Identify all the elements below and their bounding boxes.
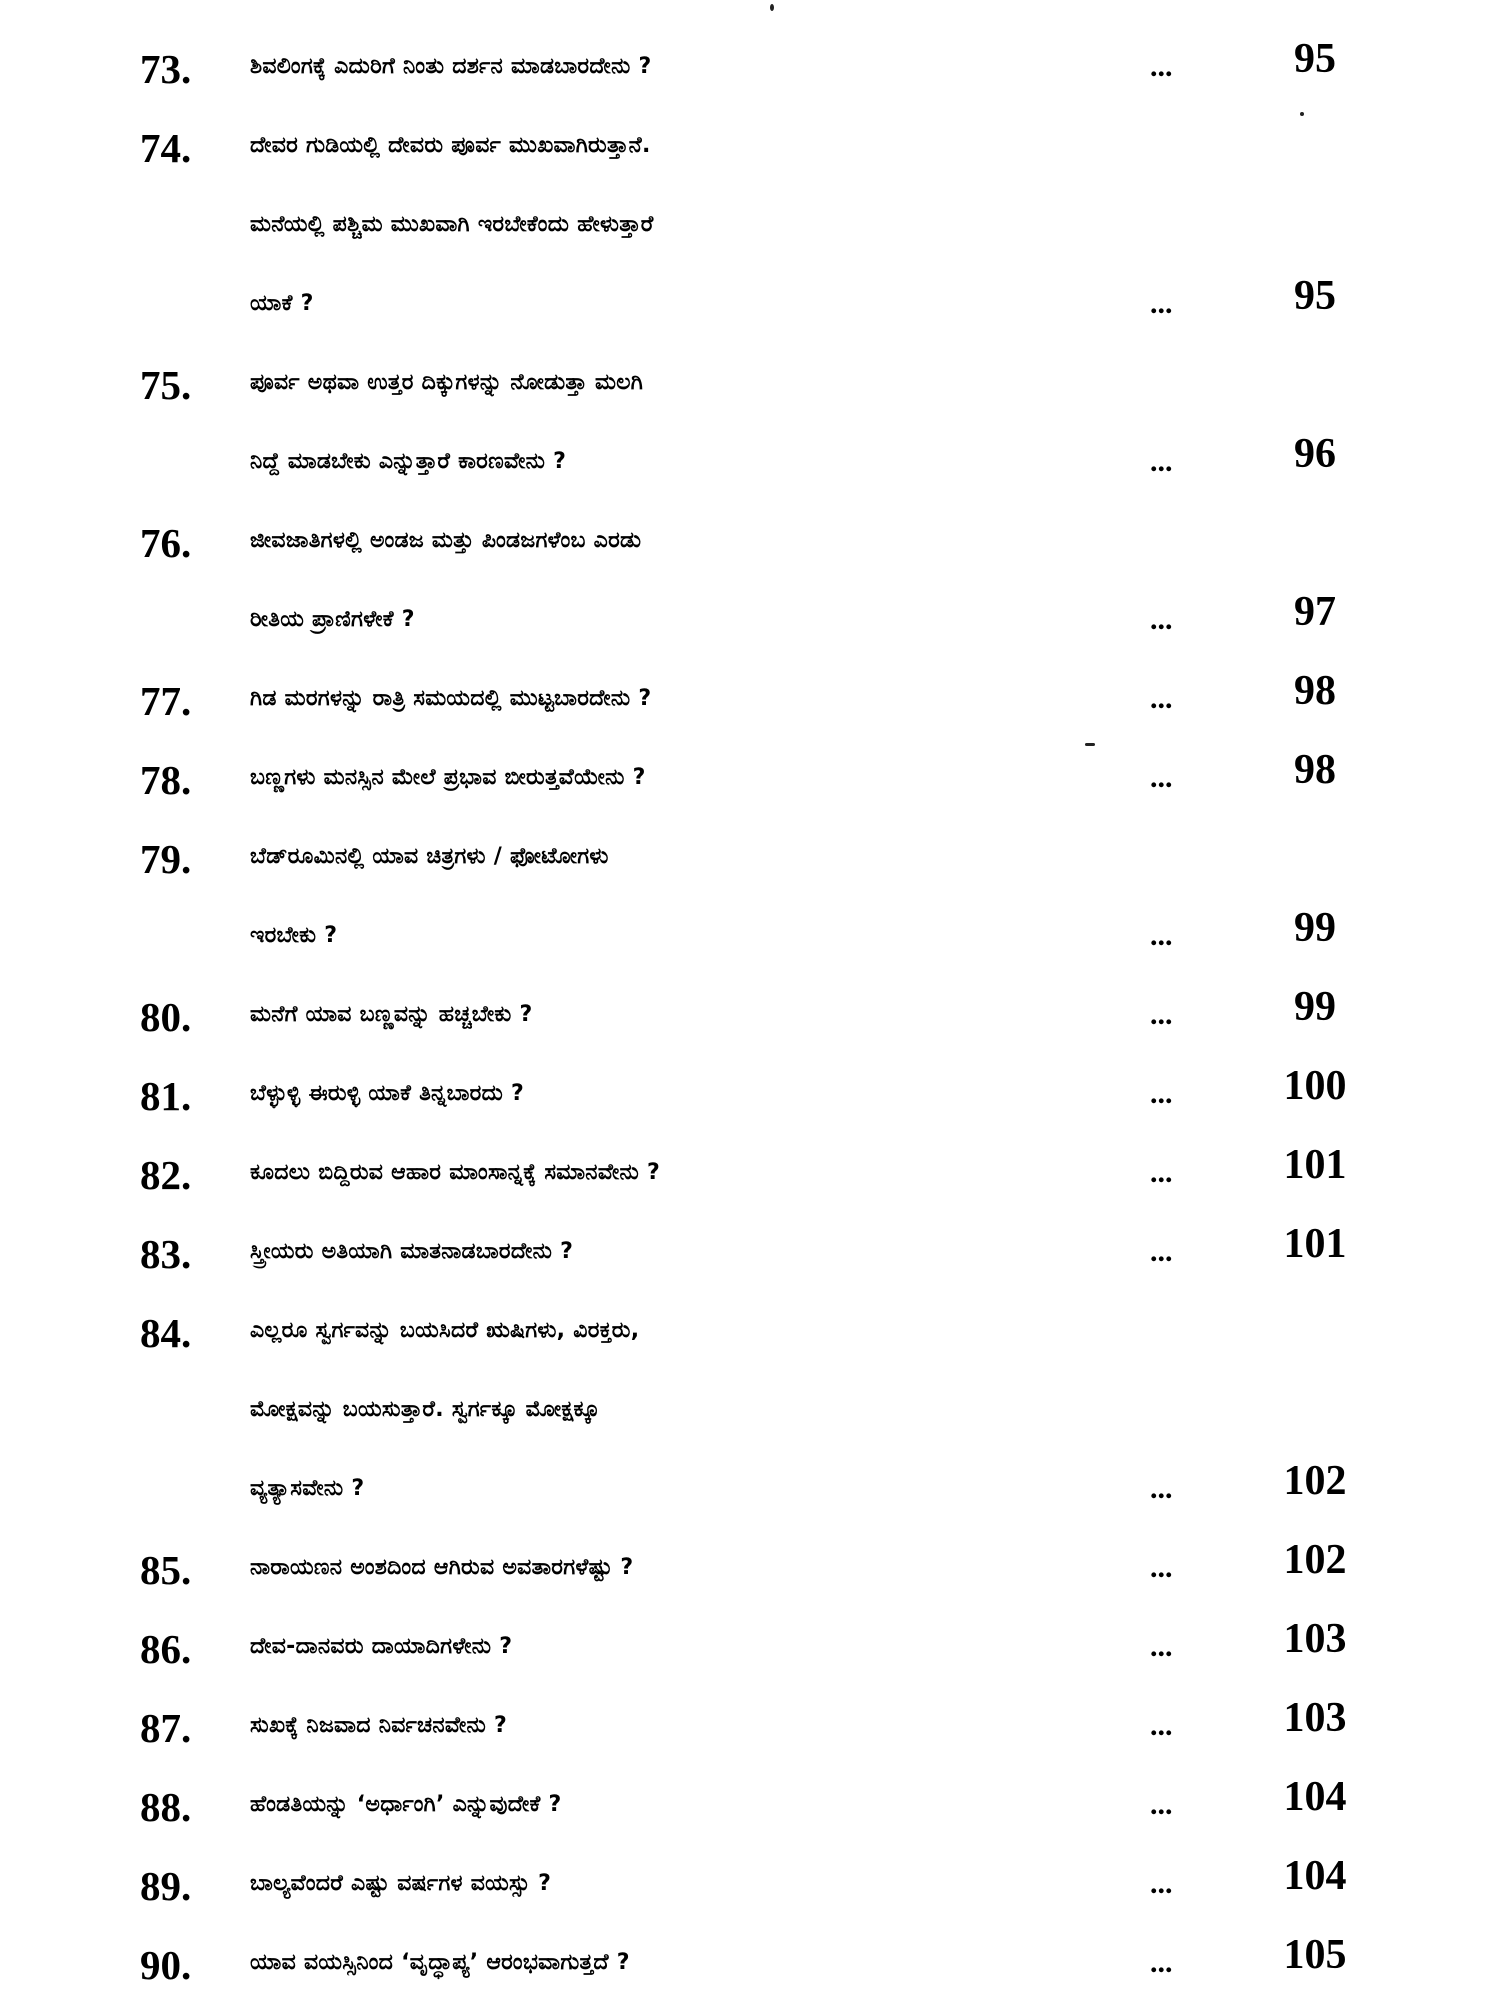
entry-number: 90. <box>140 1942 192 1988</box>
entry-question-text: ಯಾಕೆ ? <box>250 291 314 316</box>
entry-page-number: 96 <box>1294 431 1336 477</box>
entry-question-text: ಕೂದಲು ಬಿದ್ದಿರುವ ಆಹಾರ ಮಾಂಸಾನ್ನಕ್ಕೆ ಸಮಾನವೇನು ? <box>250 1160 661 1185</box>
toc-entry-line <box>0 1610 1500 1689</box>
leader-dots: ... <box>1150 919 1173 952</box>
toc-entry <box>0 662 1500 741</box>
entry-question-text: ಬೆಡ್‌ರೂಮಿನಲ್ಲಿ ಯಾವ ಚಿತ್ರಗಳು / ಫೋಟೋಗಳು <box>250 844 609 869</box>
toc-entry-line <box>0 583 1500 662</box>
entry-page-number: 101 <box>1283 1221 1347 1267</box>
entry-number: 87. <box>140 1705 192 1751</box>
toc-entry-line <box>0 1136 1500 1215</box>
entry-page-number: 102 <box>1283 1458 1347 1504</box>
entry-number: 74. <box>140 125 192 171</box>
toc-entry <box>0 1136 1500 1215</box>
entry-question-text: ಇರಬೇಕು ? <box>250 923 338 948</box>
entry-question-text: ಸುಖಕ್ಕೆ ನಿಜವಾದ ನಿರ್ವಚನವೇನು ? <box>250 1713 508 1738</box>
entry-page-number: 104 <box>1283 1853 1347 1899</box>
toc-entry <box>0 1610 1500 1689</box>
toc-entry <box>0 1926 1500 2005</box>
entry-question-text: ದೇವ-ದಾನವರು ದಾಯಾದಿಗಳೇನು ? <box>250 1634 513 1659</box>
toc-entry <box>0 1847 1500 1926</box>
entry-number: 86. <box>140 1626 192 1672</box>
toc-entry <box>0 1057 1500 1136</box>
entry-number: 80. <box>140 994 192 1040</box>
toc-entry <box>0 1768 1500 1847</box>
entry-question-text: ಮನೆಯಲ್ಲಿ ಪಶ್ಚಿಮ ಮುಖವಾಗಿ ಇರಬೇಕೆಂದು ಹೇಳುತ್ತಾರೆ <box>250 212 654 237</box>
entry-question-text: ಮೋಕ್ಷವನ್ನು ಬಯಸುತ್ತಾರೆ. ಸ್ವರ್ಗಕ್ಕೂ ಮೋಕ್ಷಕ್ಕೂ <box>250 1397 600 1422</box>
toc-entry <box>0 346 1500 504</box>
toc-entry-line <box>0 267 1500 346</box>
entry-page-number: 95 <box>1294 36 1336 82</box>
entry-number: 78. <box>140 757 192 803</box>
leader-dots: ... <box>1150 287 1173 320</box>
toc-entry-line <box>0 1847 1500 1926</box>
leader-dots: ... <box>1150 682 1173 715</box>
print-speck <box>770 4 774 11</box>
leader-dots: ... <box>1150 603 1173 636</box>
entry-page-number: 104 <box>1283 1774 1347 1820</box>
leader-dots: ... <box>1150 1867 1173 1900</box>
toc-entry-line <box>0 741 1500 820</box>
leader-dots: ... <box>1150 1077 1173 1110</box>
toc-entry-line <box>0 1452 1500 1531</box>
entry-question-text: ವ್ಯತ್ಯಾಸವೇನು ? <box>250 1476 365 1501</box>
toc-entry-line <box>0 1294 1500 1373</box>
leader-dots: ... <box>1150 50 1173 83</box>
toc-entry <box>0 741 1500 820</box>
toc-entry-line <box>0 899 1500 978</box>
entry-question-text: ಬಣ್ಣಗಳು ಮನಸ್ಸಿನ ಮೇಲೆ ಪ್ರಭಾವ ಬೀರುತ್ತವೆಯೇನು ? <box>250 765 646 790</box>
toc-entry-line <box>0 346 1500 425</box>
toc-entry-line <box>0 1373 1500 1452</box>
entry-page-number: 99 <box>1294 984 1336 1030</box>
toc-entry-line <box>0 1689 1500 1768</box>
leader-dots: ... <box>1150 761 1173 794</box>
toc-entry-line <box>0 1926 1500 2005</box>
entry-page-number: 101 <box>1283 1142 1347 1188</box>
entry-number: 89. <box>140 1863 192 1909</box>
toc-entry <box>0 30 1500 109</box>
entry-page-number: 103 <box>1283 1616 1347 1662</box>
entry-page-number: 105 <box>1283 1932 1347 1978</box>
toc-entry <box>0 109 1500 346</box>
entry-question-text: ಎಲ್ಲರೂ ಸ್ವರ್ಗವನ್ನು ಬಯಸಿದರೆ ಋಷಿಗಳು, ವಿರಕ್ತರು, <box>250 1318 640 1343</box>
toc-entry <box>0 820 1500 978</box>
entry-question-text: ನಿದ್ದೆ ಮಾಡಬೇಕು ಎನ್ನುತ್ತಾರೆ ಕಾರಣವೇನು ? <box>250 449 567 474</box>
entry-question-text: ಶಿವಲಿಂಗಕ್ಕೆ ಎದುರಿಗೆ ನಿಂತು ದರ್ಶನ ಮಾಡಬಾರದೇನು ? <box>250 54 652 79</box>
toc-list <box>0 30 1500 2005</box>
entry-number: 82. <box>140 1152 192 1198</box>
entry-number: 76. <box>140 520 192 566</box>
entry-question-text: ಪೂರ್ವ ಅಥವಾ ಉತ್ತರ ದಿಕ್ಕುಗಳನ್ನು ನೋಡುತ್ತಾ ಮಲಗಿ <box>250 370 644 395</box>
entry-page-number: 99 <box>1294 905 1336 951</box>
entry-page-number: 103 <box>1283 1695 1347 1741</box>
entry-question-text: ಹೆಂಡತಿಯನ್ನು ‘ಅರ್ಧಾಂಗಿ’ ಎನ್ನುವುದೇಕೆ ? <box>250 1792 562 1817</box>
entry-question-text: ಸ್ತ್ರೀಯರು ಅತಿಯಾಗಿ ಮಾತನಾಡಬಾರದೇನು ? <box>250 1239 574 1264</box>
toc-entry-line <box>0 1215 1500 1294</box>
entry-question-text: ಜೀವಜಾತಿಗಳಲ್ಲಿ ಅಂಡಜ ಮತ್ತು ಪಿಂಡಜಗಳೆಂಬ ಎರಡು <box>250 528 642 553</box>
entry-question-text: ಗಿಡ ಮರಗಳನ್ನು ರಾತ್ರಿ ಸಮಯದಲ್ಲಿ ಮುಟ್ಟಬಾರದೇನು ? <box>250 686 652 711</box>
toc-entry <box>0 1689 1500 1768</box>
toc-entry <box>0 978 1500 1057</box>
entry-question-text: ಬಾಲ್ಯವೆಂದರೆ ಎಷ್ಟು ವರ್ಷಗಳ ವಯಸ್ಸು ? <box>250 1871 552 1896</box>
entry-number: 88. <box>140 1784 192 1830</box>
leader-dots: ... <box>1150 1788 1173 1821</box>
entry-number: 85. <box>140 1547 192 1593</box>
toc-entry-line <box>0 504 1500 583</box>
entry-number: 73. <box>140 46 192 92</box>
toc-entry-line <box>0 662 1500 741</box>
leader-dots: ... <box>1150 1946 1173 1979</box>
leader-dots: ... <box>1150 1630 1173 1663</box>
leader-dots: ... <box>1150 1156 1173 1189</box>
toc-entry-line <box>0 978 1500 1057</box>
leader-dots: ... <box>1150 1472 1173 1505</box>
entry-page-number: 100 <box>1283 1063 1347 1109</box>
leader-dots: ... <box>1150 998 1173 1031</box>
toc-entry <box>0 504 1500 662</box>
entry-question-text: ನಾರಾಯಣನ ಅಂಶದಿಂದ ಆಗಿರುವ ಅವತಾರಗಳೆಷ್ಟು ? <box>250 1555 634 1580</box>
entry-question-text: ದೇವರ ಗುಡಿಯಲ್ಲಿ ದೇವರು ಪೂರ್ವ ಮುಖವಾಗಿರುತ್ತಾನೆ. <box>250 133 651 158</box>
entry-question-text: ಮನೆಗೆ ಯಾವ ಬಣ್ಣವನ್ನು ಹಚ್ಚಬೇಕು ? <box>250 1002 533 1027</box>
entry-number: 83. <box>140 1231 192 1277</box>
entry-page-number: 97 <box>1294 589 1336 635</box>
entry-page-number: 98 <box>1294 747 1336 793</box>
leader-dots: ... <box>1150 445 1173 478</box>
entry-number: 77. <box>140 678 192 724</box>
entry-page-number: 102 <box>1283 1537 1347 1583</box>
leader-dots: ... <box>1150 1235 1173 1268</box>
toc-entry <box>0 1294 1500 1531</box>
entry-question-text: ಬೆಳ್ಳುಳ್ಳಿ ಈರುಳ್ಳಿ ಯಾಕೆ ತಿನ್ನಬಾರದು ? <box>250 1081 525 1106</box>
entry-number: 75. <box>140 362 192 408</box>
entry-number: 84. <box>140 1310 192 1356</box>
toc-entry-line <box>0 1768 1500 1847</box>
entry-page-number: 98 <box>1294 668 1336 714</box>
toc-entry-line <box>0 1531 1500 1610</box>
entry-question-text: ಯಾವ ವಯಸ್ಸಿನಿಂದ ‘ವೃದ್ಧಾಪ್ಯ’ ಆರಂಭವಾಗುತ್ತದೆ ? <box>250 1950 630 1975</box>
entry-number: 79. <box>140 836 192 882</box>
leader-dots: ... <box>1150 1709 1173 1742</box>
toc-entry-line <box>0 30 1500 109</box>
entry-question-text: ರೀತಿಯ ಪ್ರಾಣಿಗಳೇಕೆ ? <box>250 607 415 632</box>
toc-entry-line <box>0 109 1500 188</box>
toc-entry-line <box>0 188 1500 267</box>
entry-page-number: 95 <box>1294 273 1336 319</box>
toc-entry <box>0 1531 1500 1610</box>
toc-entry-line <box>0 1057 1500 1136</box>
toc-entry <box>0 1215 1500 1294</box>
toc-entry-line <box>0 820 1500 899</box>
entry-number: 81. <box>140 1073 192 1119</box>
leader-dots: ... <box>1150 1551 1173 1584</box>
toc-entry-line <box>0 425 1500 504</box>
